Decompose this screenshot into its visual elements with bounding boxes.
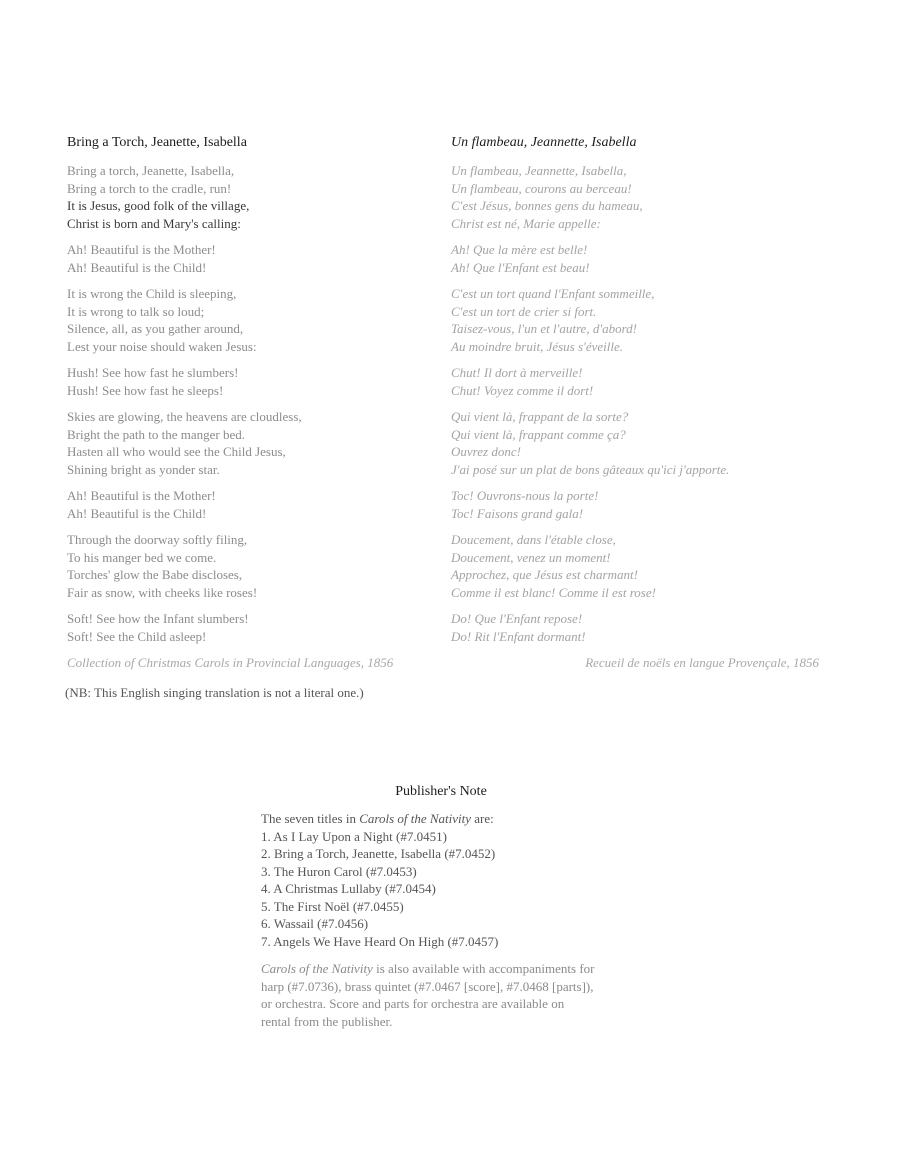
paragraph-text: harp (#7.0736), brass quintet (#7.0467 [score], #7.0468 [parts]),: [261, 978, 594, 994]
verse-line: It is wrong to talk so loud;: [67, 303, 205, 319]
availability-paragraph: [261, 960, 681, 1030]
stanza: [451, 531, 831, 601]
verse-line: Comme il est blanc! Comme il est rose!: [451, 584, 656, 600]
verse-line: Qui vient là, frappant de la sorte?: [451, 409, 629, 424]
stanza: [67, 610, 447, 645]
verse-line: Bring a torch to the cradle, run!: [67, 180, 232, 196]
paragraph-text: or orchestra. Score and parts for orchestra are available on: [261, 996, 565, 1011]
paragraph-line: [261, 960, 681, 978]
verse-line: Fair as snow, with cheeks like roses!: [67, 584, 258, 600]
title-list-item: 4. A Christmas Lullaby (#7.0454): [261, 881, 436, 896]
verse-line: Lest your noise should waken Jesus:: [67, 338, 257, 354]
verse-line: Au moindre bruit, Jésus s'éveille.: [451, 338, 623, 354]
stanza: [67, 285, 447, 355]
title-list: [261, 828, 681, 951]
verse-line: C'est Jésus, bonnes gens du hameau,: [451, 198, 643, 213]
verse-line: C'est un tort quand l'Enfant sommeille,: [451, 286, 655, 301]
paragraph-text: is also available with accompaniments for: [372, 961, 595, 976]
verse-line: Toc! Ouvrons-nous la porte!: [451, 488, 599, 503]
verse-line: To his manger bed we come.: [67, 549, 217, 565]
verse-line: Approchez, que Jésus est charmant!: [451, 567, 638, 582]
verse-line: Soft! See how the Infant slumbers!: [67, 611, 249, 626]
verse-line: It is Jesus, good folk of the village,: [67, 198, 250, 213]
verse-line: Ah! Que la mère est belle!: [451, 242, 588, 257]
stanza: [67, 408, 447, 478]
verse-line: Un flambeau, courons au berceau!: [451, 180, 632, 196]
verse-line: Ouvrez donc!: [451, 444, 521, 459]
verse-line: Bright the path to the manger bed.: [67, 426, 245, 442]
stanza: [451, 364, 831, 399]
paragraph-text: rental from the publisher.: [261, 1013, 393, 1029]
verse-line: Un flambeau, Jeannette, Isabella,: [451, 163, 627, 178]
title-list-item: 6. Wassail (#7.0456): [261, 916, 369, 931]
verse-line: Ah! Beautiful is the Mother!: [67, 242, 216, 257]
verse-line: Silence, all, as you gather around,: [67, 321, 244, 336]
verse-line: Shining bright as yonder star.: [67, 461, 220, 477]
title-list-item: 2. Bring a Torch, Jeanette, Isabella (#7.0452): [261, 846, 496, 861]
verse-line: Ah! Beautiful is the Child!: [67, 259, 207, 275]
english-stanzas: [67, 162, 447, 645]
english-title: Bring a Torch, Jeanette, Isabella: [67, 135, 247, 150]
stanza: [451, 285, 831, 355]
verse-line: Ah! Beautiful is the Mother!: [67, 488, 216, 503]
verse-line: Do! Que l'Enfant repose!: [451, 611, 583, 626]
verse-line: Hasten all who would see the Child Jesus,: [67, 444, 286, 459]
verse-line: Doucement, dans l'étable close,: [451, 532, 616, 547]
french-title: Un flambeau, Jeannette, Isabella: [451, 135, 637, 150]
verse-line: Christ est né, Marie appelle:: [451, 215, 601, 231]
publishers-note: [261, 784, 681, 1030]
verse-line: Toc! Faisons grand gala!: [451, 505, 584, 521]
intro-after: are:: [471, 811, 494, 826]
verse-line: J'ai posé sur un plat de bons gâteaux qu'ici j'apporte.: [451, 461, 730, 477]
verse-line: Chut! Il dort à merveille!: [451, 365, 583, 380]
translation-note: (NB: This English singing translation is not a literal one.): [65, 685, 364, 700]
french-column: [451, 134, 831, 672]
paragraph-line: [261, 978, 681, 996]
verse-line: It is wrong the Child is sleeping,: [67, 286, 237, 301]
publishers-note-intro: [261, 810, 681, 828]
verse-line: Christ is born and Mary's calling:: [67, 215, 241, 231]
stanza: [451, 408, 831, 478]
stanza: [67, 364, 447, 399]
title-list-item: 3. The Huron Carol (#7.0453): [261, 863, 417, 879]
verse-line: Soft! See the Child asleep!: [67, 628, 207, 644]
publishers-note-heading: Publisher's Note: [395, 784, 487, 799]
paragraph-line: [261, 995, 681, 1013]
verse-line: Bring a torch, Jeanette, Isabella,: [67, 163, 235, 178]
title-list-item: 7. Angels We Have Heard On High (#7.0457): [261, 933, 499, 949]
stanza: [67, 162, 447, 232]
verse-line: Ah! Beautiful is the Child!: [67, 505, 207, 521]
stanza: [451, 610, 831, 645]
french-source: Recueil de noëls en langue Provençale, 1856: [585, 655, 819, 670]
stanza: [67, 487, 447, 522]
verse-line: Doucement, venez un moment!: [451, 549, 611, 565]
verse-line: Through the doorway softly filing,: [67, 532, 248, 547]
stanza: [451, 487, 831, 522]
verse-line: Ah! Que l'Enfant est beau!: [451, 259, 590, 275]
stanza: [67, 241, 447, 276]
verse-line: Do! Rit l'Enfant dormant!: [451, 628, 586, 644]
verse-line: Torches' glow the Babe discloses,: [67, 567, 243, 582]
intro-title: Carols of the Nativity: [359, 811, 472, 826]
french-stanzas: [451, 162, 831, 645]
title-list-item: 1. As I Lay Upon a Night (#7.0451): [261, 828, 447, 844]
paragraph-title: Carols of the Nativity: [261, 961, 373, 976]
english-source: Collection of Christmas Carols in Provincial Languages, 1856: [67, 655, 394, 670]
stanza: [451, 162, 831, 232]
paragraph-line: [261, 1013, 681, 1031]
verse-line: Chut! Voyez comme il dort!: [451, 382, 594, 398]
title-list-item: 5. The First Noël (#7.0455): [261, 898, 404, 914]
verse-line: Hush! See how fast he slumbers!: [67, 365, 239, 380]
verse-line: C'est un tort de crier si fort.: [451, 303, 597, 319]
verse-line: Hush! See how fast he sleeps!: [67, 382, 224, 398]
stanza: [67, 531, 447, 601]
stanza: [451, 241, 831, 276]
verse-line: Skies are glowing, the heavens are cloudless,: [67, 409, 302, 424]
intro-before: The seven titles in: [261, 811, 360, 826]
english-column: [67, 134, 447, 672]
verse-line: Taisez-vous, l'un et l'autre, d'abord!: [451, 321, 638, 336]
verse-line: Qui vient là, frappant comme ça?: [451, 426, 626, 442]
